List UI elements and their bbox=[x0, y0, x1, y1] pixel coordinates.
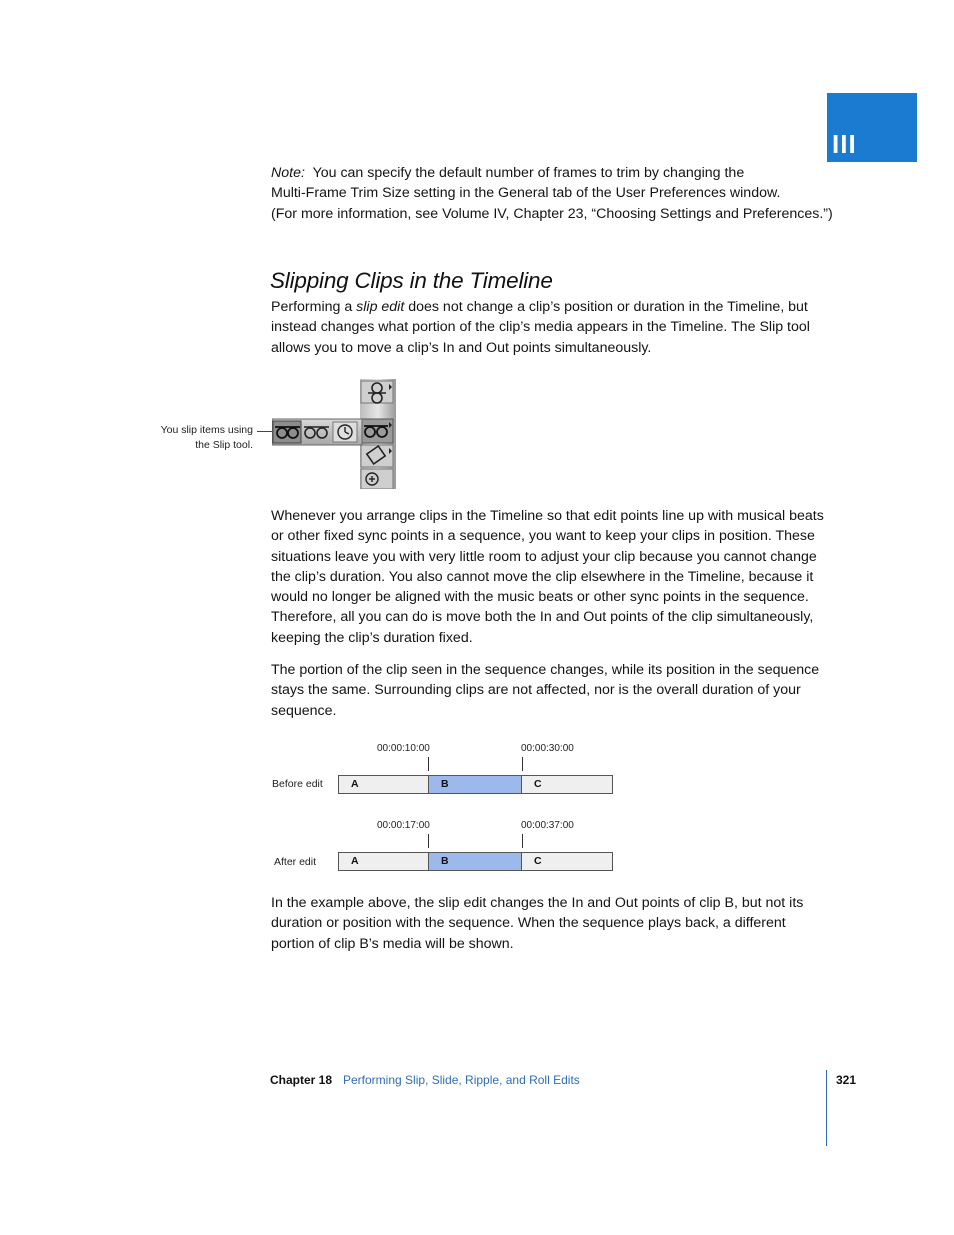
intro-paragraph bbox=[271, 297, 831, 358]
after-edit-label: After edit bbox=[274, 856, 317, 868]
footer-chapter: Chapter 18 bbox=[270, 1073, 333, 1087]
intro-post: does not change a clip’s position or duration in the Timeline, but instead changes what portion of the clip’s media appears in the Timeline. The Slip tool allows you to move a clip’s In and Out points simultaneously. bbox=[271, 299, 810, 356]
page-number: 321 bbox=[836, 1073, 857, 1087]
after-clip-b: B bbox=[429, 853, 522, 870]
after-clip-c: C bbox=[522, 853, 612, 870]
before-edit-track bbox=[338, 775, 613, 794]
before-timecode-out: 00:00:30:00 bbox=[521, 743, 574, 754]
before-timecode-in: 00:00:10:00 bbox=[377, 743, 430, 754]
section-tab-label: III bbox=[832, 129, 857, 159]
callout-line-2: the Slip tool. bbox=[195, 439, 253, 451]
before-edit-label: Before edit bbox=[272, 778, 323, 790]
slip-tool-callout bbox=[140, 423, 253, 453]
after-tick-in bbox=[428, 834, 429, 848]
intro-pre: Performing a bbox=[271, 299, 357, 315]
note-paragraph bbox=[271, 163, 831, 224]
note-line-2: Multi-Frame Trim Size setting in the General tab of the User Preferences window. bbox=[271, 185, 781, 202]
section-heading: Slipping Clips in the Timeline bbox=[270, 268, 553, 293]
body-paragraph-4: In the example above, the slip edit changes the In and Out points of clip B, but not its duration or position with the sequence. When the sequence plays back, a different portion of clip B’s media will be shown. bbox=[271, 895, 804, 952]
note-lead: Note: bbox=[271, 165, 305, 181]
before-clip-a: A bbox=[339, 776, 429, 793]
tool-palette-image bbox=[272, 379, 396, 489]
before-clip-b: B bbox=[429, 776, 522, 793]
before-tick-out bbox=[522, 757, 523, 771]
section-tab bbox=[827, 93, 917, 162]
body-paragraph-3: The portion of the clip seen in the sequence changes, while its position in the sequence stays the same. Surrounding clips are not affected, nor is the overall duration of your sequence. bbox=[271, 662, 820, 719]
body-paragraph-2: Whenever you arrange clips in the Timeline so that edit points line up with musical beats or other fixed sync points in a sequence, you want to keep your clips in position. These situations leave you with very little room to adjust your clip because you cannot change the clip’s duration. You also cannot move the clip elsewhere in the Timeline, because it would no longer be aligned with the music beats or other sync points in the sequence. Therefore, all you can do is move both the In and Out points of the clip simultaneously, keeping the clip’s duration fixed. bbox=[271, 508, 824, 646]
after-tick-out bbox=[522, 834, 523, 848]
after-clip-a: A bbox=[339, 853, 429, 870]
callout-line-1: You slip items using bbox=[160, 424, 253, 436]
after-edit-track bbox=[338, 852, 613, 871]
before-clip-c: C bbox=[522, 776, 612, 793]
footer-divider bbox=[826, 1070, 827, 1146]
note-line-3: (For more information, see Volume IV, Chapter 23, “Choosing Settings and Preferences.”) bbox=[271, 205, 833, 222]
after-timecode-in: 00:00:17:00 bbox=[377, 820, 430, 831]
footer-chapter-title[interactable]: Performing Slip, Slide, Ripple, and Roll Edits bbox=[343, 1073, 580, 1087]
callout-leader-line bbox=[257, 431, 273, 432]
note-line-1: You can specify the default number of frames to trim by changing the bbox=[312, 165, 745, 181]
before-tick-in bbox=[428, 757, 429, 771]
after-timecode-out: 00:00:37:00 bbox=[521, 820, 574, 831]
intro-term: slip edit bbox=[356, 299, 405, 315]
